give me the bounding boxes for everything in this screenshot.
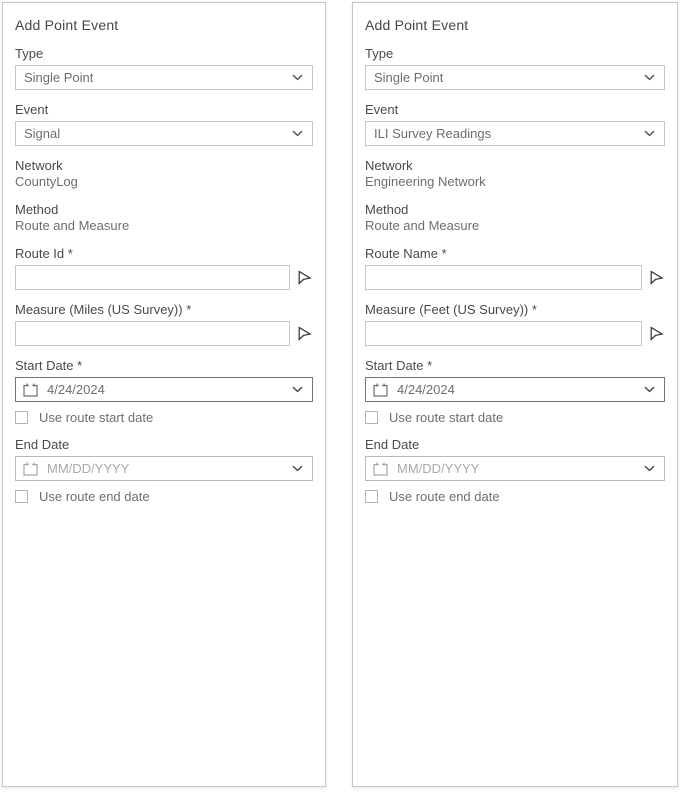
use-route-end-date-label: Use route end date [39, 489, 150, 504]
use-route-end-date-row[interactable] [365, 489, 665, 504]
route-name-label: Route Name * [365, 246, 447, 261]
chevron-down-icon [292, 74, 303, 81]
network-label: Network [15, 158, 63, 173]
use-route-start-date-row[interactable] [365, 410, 665, 425]
use-route-start-date-checkbox[interactable] [365, 411, 378, 424]
use-route-start-date-label: Use route start date [39, 410, 154, 425]
calendar-icon [372, 461, 389, 477]
end-date-label: End Date [15, 437, 70, 452]
calendar-icon [22, 382, 39, 398]
route-id-row [15, 265, 313, 290]
map-pointer-icon[interactable] [647, 269, 665, 287]
end-date-placeholder: MM/DD/YYYY [47, 461, 130, 476]
method-value: Route and Measure [15, 218, 130, 233]
measure-row [365, 321, 665, 346]
network-value: CountyLog [15, 174, 78, 189]
end-date-label: End Date [365, 437, 420, 452]
type-dropdown[interactable] [365, 65, 665, 90]
event-label: Event [15, 102, 49, 117]
network-label: Network [365, 158, 413, 173]
calendar-icon [22, 461, 39, 477]
chevron-down-icon [644, 465, 655, 472]
method-label: Method [365, 202, 409, 217]
start-date-label: Start Date * [15, 358, 83, 373]
network-value: Engineering Network [365, 174, 486, 189]
measure-label: Measure (Miles (US Survey)) * [15, 302, 192, 317]
type-label: Type [365, 46, 394, 61]
use-route-end-date-row[interactable] [15, 489, 313, 504]
method-label: Method [15, 202, 59, 217]
start-date-label: Start Date * [365, 358, 433, 373]
event-dropdown-value: ILI Survey Readings [374, 126, 492, 141]
add-point-event-panel-right [352, 2, 678, 787]
type-label: Type [15, 46, 44, 61]
chevron-down-icon [292, 130, 303, 137]
route-id-label: Route Id * [15, 246, 73, 261]
chevron-down-icon [644, 130, 655, 137]
use-route-start-date-row[interactable] [15, 410, 313, 425]
start-date-field[interactable] [15, 377, 313, 402]
use-route-end-date-label: Use route end date [389, 489, 500, 504]
event-dropdown[interactable] [365, 121, 665, 146]
type-dropdown-value: Single Point [374, 70, 444, 85]
chevron-down-icon [292, 465, 303, 472]
method-value: Route and Measure [365, 218, 480, 233]
map-pointer-icon[interactable] [295, 325, 313, 343]
use-route-start-date-checkbox[interactable] [15, 411, 28, 424]
start-date-field[interactable] [365, 377, 665, 402]
map-pointer-icon[interactable] [295, 269, 313, 287]
measure-input[interactable] [365, 321, 642, 346]
use-route-start-date-label: Use route start date [389, 410, 504, 425]
start-date-value: 4/24/2024 [397, 382, 455, 397]
type-dropdown-value: Single Point [24, 70, 94, 85]
event-dropdown-value: Signal [24, 126, 61, 141]
end-date-field[interactable] [15, 456, 313, 481]
chevron-down-icon [292, 386, 303, 393]
calendar-icon [372, 382, 389, 398]
page-title: Add Point Event [15, 17, 119, 33]
event-label: Event [365, 102, 399, 117]
event-dropdown[interactable] [15, 121, 313, 146]
route-id-input[interactable] [15, 265, 290, 290]
measure-input[interactable] [15, 321, 290, 346]
measure-label: Measure (Feet (US Survey)) * [365, 302, 537, 317]
page-title: Add Point Event [365, 17, 469, 33]
chevron-down-icon [644, 74, 655, 81]
add-point-event-panel-left [2, 2, 326, 787]
route-name-row [365, 265, 665, 290]
start-date-value: 4/24/2024 [47, 382, 105, 397]
chevron-down-icon [644, 386, 655, 393]
use-route-end-date-checkbox[interactable] [15, 490, 28, 503]
measure-row [15, 321, 313, 346]
end-date-placeholder: MM/DD/YYYY [397, 461, 480, 476]
end-date-field[interactable] [365, 456, 665, 481]
map-pointer-icon[interactable] [647, 325, 665, 343]
route-name-input[interactable] [365, 265, 642, 290]
type-dropdown[interactable] [15, 65, 313, 90]
use-route-end-date-checkbox[interactable] [365, 490, 378, 503]
